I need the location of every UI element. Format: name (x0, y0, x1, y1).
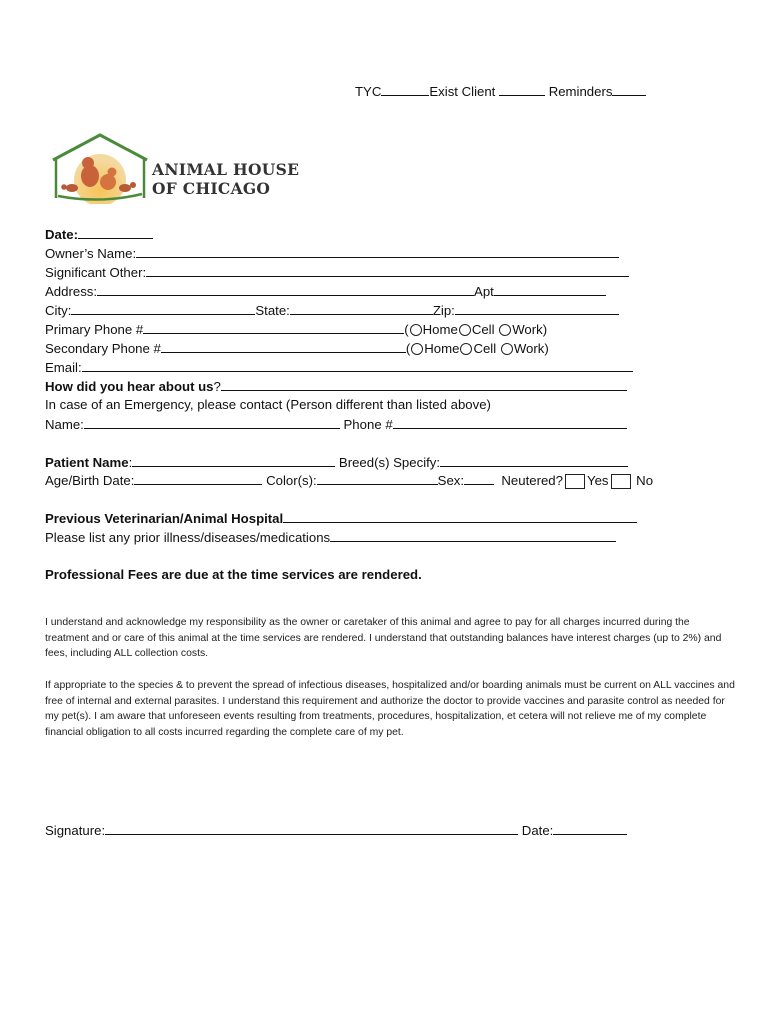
color-label: Color(s): (266, 473, 317, 488)
primary-cell-radio[interactable] (459, 324, 471, 336)
exist-client-field[interactable] (499, 83, 545, 96)
secondary-phone-field[interactable] (161, 340, 406, 353)
emergency-name-label: Name: (45, 417, 84, 432)
state-field[interactable] (290, 302, 433, 315)
email-field[interactable] (82, 359, 633, 372)
email-row (45, 359, 633, 376)
significant-other-row (45, 264, 629, 281)
signature-label: Signature: (45, 823, 106, 838)
reminders-label: Reminders (548, 84, 613, 99)
sex-field[interactable] (464, 472, 494, 485)
patient-name-label: Patient Name (45, 455, 129, 470)
hear-about-field[interactable] (221, 378, 627, 391)
signature-date-field[interactable] (553, 822, 627, 835)
sex-label: Sex: (437, 473, 465, 488)
fees-notice: Professional Fees are due at the time services are rendered. (45, 567, 422, 582)
patient-name-field[interactable] (132, 454, 335, 467)
significant-other-field[interactable] (146, 264, 629, 277)
primary-work-radio[interactable] (499, 324, 511, 336)
hear-about-row (45, 378, 627, 395)
age-label: Age/Birth Date: (45, 473, 135, 488)
zip-label: Zip: (432, 303, 455, 318)
emergency-contact-row (45, 416, 627, 433)
emergency-row (45, 397, 491, 413)
address-row (45, 283, 606, 300)
signature-row (45, 822, 627, 839)
zip-field[interactable] (455, 302, 619, 315)
neutered-no-checkbox[interactable] (611, 474, 631, 489)
vaccination-paragraph: If appropriate to the species & to prevent the spread of infectious diseases, hospitalized and/or boarding animals must be current on ALL vaccines and free of internal and external parasites. I understand this requirement and authorize the doctor to provide vaccines and parasite control as needed for my pet(s). I am aware that unforeseen events resulting from treatments, procedures, hospitalization, et cetera will not relieve me of my complete financial obligation to all costs incurred regarding the complete care of my pet. (45, 680, 735, 738)
age-color-sex-row (45, 472, 653, 489)
logo-line-2: OF CHICAGO (152, 179, 271, 198)
primary-phone-row (45, 321, 547, 338)
question-mark: ? (213, 379, 221, 394)
tyc-label: TYC (355, 84, 382, 99)
secondary-cell-radio[interactable] (460, 343, 472, 355)
secondary-phone-row (45, 340, 549, 357)
secondary-phone-label: Secondary Phone # (45, 341, 161, 356)
primary-phone-field[interactable] (143, 321, 404, 334)
date-label: Date: (45, 227, 78, 242)
home-label: Home (424, 341, 460, 356)
date-row (45, 226, 153, 243)
hear-about-label: How did you hear about us (45, 379, 214, 394)
responsibility-paragraph: I understand and acknowledge my responsibility as the owner or caretaker of this animal and agree to pay for all charges incurred during the treatment and or care of this animal at the time services are rendered. I understand that outstanding balances have interest charges (up to 2%) and fees, including ALL collection costs. (45, 617, 722, 660)
secondary-home-radio[interactable] (411, 343, 423, 355)
cell-label: Cell (473, 341, 497, 356)
prior-illness-label: Please list any prior illness/diseases/medications (45, 530, 331, 545)
city-state-zip-row (45, 302, 619, 319)
prev-vet-label: Previous Veterinarian/Animal Hospital (45, 511, 284, 526)
tyc-field[interactable] (381, 83, 429, 96)
significant-other-label: Significant Other: (45, 265, 147, 280)
clinic-logo (50, 132, 300, 204)
primary-phone-label: Primary Phone # (45, 322, 144, 337)
owner-name-field[interactable] (136, 245, 619, 258)
city-field[interactable] (71, 302, 255, 315)
city-label: City: (45, 303, 72, 318)
prev-vet-field[interactable] (283, 510, 637, 523)
office-use-header (355, 83, 646, 100)
neutered-yes-checkbox[interactable] (565, 474, 585, 489)
primary-home-radio[interactable] (410, 324, 422, 336)
owner-name-row (45, 245, 619, 262)
emergency-phone-field[interactable] (393, 416, 627, 429)
paren-open: ( (404, 322, 409, 337)
logo-line-1: ANIMAL HOUSE (152, 160, 300, 179)
paren-open: ( (405, 341, 411, 356)
date-field[interactable] (78, 226, 153, 239)
home-label: Home (422, 322, 458, 337)
breed-label: Breed(s) Specify: (338, 455, 441, 470)
address-field[interactable] (97, 283, 474, 296)
colon: : (128, 455, 133, 470)
signature-date-label: Date: (521, 823, 554, 838)
emergency-name-field[interactable] (84, 416, 340, 429)
breed-field[interactable] (440, 454, 628, 467)
state-label: State: (255, 303, 290, 318)
patient-name-row (45, 454, 628, 471)
prev-vet-row (45, 510, 637, 527)
exist-client-label: Exist Client (429, 84, 496, 99)
address-label: Address: (45, 284, 98, 299)
no-label: No (636, 473, 654, 488)
emergency-phone-label: Phone # (343, 417, 393, 432)
logo-house-icon (50, 132, 150, 204)
color-field[interactable] (317, 472, 438, 485)
apt-field[interactable] (494, 283, 606, 296)
prior-illness-field[interactable] (330, 529, 616, 542)
apt-label: Apt (474, 284, 494, 299)
cell-label: Cell (471, 322, 495, 337)
prior-illness-row (45, 529, 616, 546)
email-label: Email: (45, 360, 82, 375)
signature-field[interactable] (105, 822, 518, 835)
owner-name-label: Owner’s Name: (45, 246, 137, 261)
age-field[interactable] (134, 472, 262, 485)
secondary-work-radio[interactable] (501, 343, 513, 355)
emergency-text: In case of an Emergency, please contact (Person different than listed above) (45, 397, 491, 412)
logo-text (152, 160, 299, 198)
work-label: Work) (513, 341, 549, 356)
neutered-label: Neutered? (501, 473, 563, 488)
yes-label: Yes (586, 473, 609, 488)
work-label: Work) (512, 322, 548, 337)
reminders-field[interactable] (612, 83, 646, 96)
